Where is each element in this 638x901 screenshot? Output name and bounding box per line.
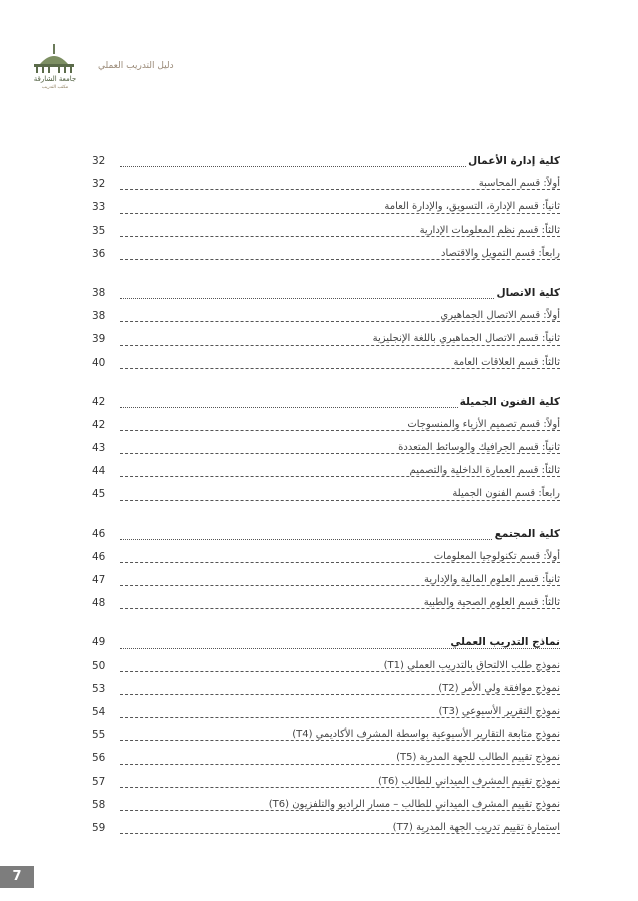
- section-gap: [92, 509, 560, 525]
- toc-page-number: 43: [92, 442, 106, 455]
- toc-item-label: ثالثاً: قسم نظم المعلومات الإدارية: [419, 224, 560, 236]
- toc-section-label: نماذج التدريب العملي: [450, 636, 560, 649]
- dash-leader: [120, 764, 560, 765]
- dash-leader: [120, 430, 560, 431]
- toc-item-label: أولاً: قسم تصميم الأزياء والمنسوجات: [407, 418, 560, 430]
- dash-leader: [120, 476, 560, 477]
- toc-page-number: 32: [92, 178, 106, 191]
- toc-item[interactable]: [92, 726, 560, 749]
- university-logo-icon: [20, 42, 90, 90]
- toc-page-number: 49: [92, 636, 106, 649]
- dash-leader: [120, 213, 560, 214]
- toc-item[interactable]: [92, 175, 560, 198]
- dash-leader: [120, 810, 560, 811]
- section-gap: [92, 377, 560, 393]
- toc-page-number: 36: [92, 247, 106, 260]
- toc-page-number: 56: [92, 752, 106, 765]
- toc-item[interactable]: [92, 657, 560, 680]
- dash-leader: [120, 189, 560, 190]
- toc-item[interactable]: [92, 198, 560, 221]
- toc-item-label: نموذج تقييم المشرف الميداني للطالب – مسار الراديو والتلفزيون (T6): [268, 798, 560, 810]
- toc-page-number: 39: [92, 333, 106, 346]
- toc-page-number: 32: [92, 155, 106, 167]
- toc-page-number: 58: [92, 798, 106, 811]
- toc-item[interactable]: [92, 330, 560, 353]
- toc-page-number: 54: [92, 705, 106, 718]
- toc-item-label: ثانياً: قسم العلوم المالية والإدارية: [423, 574, 560, 585]
- toc-item-label: ثانياً: قسم الجرافيك والوسائط المتعددة: [398, 442, 560, 454]
- dash-leader: [120, 259, 560, 260]
- toc-item[interactable]: [92, 307, 560, 330]
- toc-item[interactable]: [92, 819, 560, 842]
- toc-page-number: 55: [92, 729, 106, 742]
- dash-leader: [120, 236, 560, 237]
- logo-text: جامعة الشارقة: [33, 75, 77, 83]
- toc-section-label: كلية الاتصال: [496, 286, 560, 299]
- toc-item[interactable]: [92, 439, 560, 462]
- toc-item[interactable]: [92, 680, 560, 703]
- dash-leader: [120, 453, 560, 454]
- toc-item[interactable]: [92, 462, 560, 485]
- dash-leader: [120, 694, 560, 695]
- toc-item[interactable]: [92, 703, 560, 726]
- header-title: دليل التدريب العملي: [98, 61, 174, 71]
- toc-item[interactable]: [92, 245, 560, 268]
- toc-section[interactable]: [92, 633, 560, 656]
- toc-item-label: نموذج التقرير الأسبوعي (T3): [438, 705, 560, 717]
- toc-page-number: 47: [92, 574, 106, 586]
- dash-leader: [120, 787, 560, 788]
- table-of-contents: [92, 152, 560, 842]
- toc-item-label: نموذج متابعة التقارير الأسبوعية بواسطة المشرف الأكاديمي (T4): [292, 729, 560, 741]
- toc-item-label: ثالثاً: قسم العلوم الصحية والطبية: [423, 597, 560, 609]
- dash-leader: [120, 740, 560, 741]
- toc-section[interactable]: [92, 152, 560, 175]
- toc-item[interactable]: [92, 354, 560, 377]
- section-gap: [92, 617, 560, 633]
- toc-page-number: 45: [92, 488, 106, 501]
- dash-leader: [120, 562, 560, 563]
- toc-page-number: 42: [92, 395, 106, 408]
- toc-section-label: كلية الفنون الجميلة: [459, 395, 560, 408]
- toc-item-label: نموذج تقييم المشرف الميداني للطالب (T6): [377, 775, 560, 787]
- logo-subtext: مكتب التدريب: [41, 85, 69, 90]
- toc-item[interactable]: [92, 796, 560, 819]
- toc-page-number: 38: [92, 310, 106, 323]
- toc-item[interactable]: [92, 749, 560, 772]
- toc-item-label: نموذج طلب الالتحاق بالتدريب العملي (T1): [383, 659, 560, 671]
- toc-page-number: 53: [92, 682, 106, 695]
- page-number: 7: [12, 869, 22, 884]
- toc-item-label: ثالثاً: قسم العلاقات العامة: [453, 356, 560, 368]
- dash-leader: [120, 345, 560, 346]
- toc-item[interactable]: [92, 548, 560, 571]
- dash-leader: [120, 833, 560, 834]
- page-number-badge: [0, 866, 34, 888]
- toc-item-label: ثانياً: قسم الإدارة، التسويق، والإدارة العامة: [384, 201, 560, 213]
- toc-section-label: كلية إدارة الأعمال: [468, 155, 560, 167]
- toc-section[interactable]: [92, 525, 560, 548]
- toc-item[interactable]: [92, 485, 560, 508]
- toc-item[interactable]: [92, 773, 560, 796]
- dash-leader: [120, 321, 560, 322]
- toc-item-label: أولاً: قسم الاتصال الجماهيري: [440, 310, 560, 322]
- toc-section-label: كلية المجتمع: [494, 527, 560, 540]
- toc-page-number: 48: [92, 597, 106, 610]
- toc-item[interactable]: [92, 571, 560, 594]
- toc-item-label: أولاً: قسم تكنولوجيا المعلومات: [433, 550, 560, 562]
- toc-page-number: 46: [92, 550, 106, 563]
- toc-page-number: 44: [92, 465, 106, 478]
- toc-item-label: استمارة تقييم تدريب الجهة المدربة (T7): [392, 821, 560, 833]
- dash-leader: [120, 671, 560, 672]
- toc-page-number: 57: [92, 775, 106, 788]
- toc-item[interactable]: [92, 594, 560, 617]
- section-gap: [92, 268, 560, 284]
- dash-leader: [120, 717, 560, 718]
- toc-item-label: نموذج موافقة ولي الأمر (T2): [438, 682, 560, 694]
- toc-item-label: ثالثاً: قسم العمارة الداخلية والتصميم: [409, 465, 560, 477]
- dash-leader: [120, 585, 560, 586]
- dash-leader: [120, 368, 560, 369]
- toc-item-label: رابعاً: قسم التمويل والاقتصاد: [441, 247, 560, 259]
- toc-page-number: 33: [92, 201, 106, 214]
- toc-item-label: ثانياً: قسم الاتصال الجماهيري باللغة الإنجليزية: [372, 333, 560, 345]
- toc-item[interactable]: [92, 222, 560, 245]
- toc-item[interactable]: [92, 416, 560, 439]
- toc-section[interactable]: [92, 284, 560, 307]
- toc-item-label: نموذج تقييم الطالب للجهة المدربة (T5): [396, 752, 560, 764]
- toc-page-number: 46: [92, 527, 106, 540]
- toc-page-number: 40: [92, 356, 106, 369]
- page-header: [0, 0, 638, 90]
- toc-page-number: 59: [92, 821, 106, 834]
- dash-leader: [120, 608, 560, 609]
- toc-page-number: 42: [92, 418, 106, 431]
- dash-leader: [120, 500, 560, 501]
- toc-page-number: 50: [92, 659, 106, 672]
- toc-item-label: رابعاً: قسم الفنون الجميلة: [452, 488, 560, 500]
- toc-page-number: 35: [92, 224, 106, 237]
- toc-item-label: أولاً: قسم المحاسبة: [478, 178, 560, 190]
- toc-page-number: 38: [92, 286, 106, 299]
- toc-section[interactable]: [92, 393, 560, 416]
